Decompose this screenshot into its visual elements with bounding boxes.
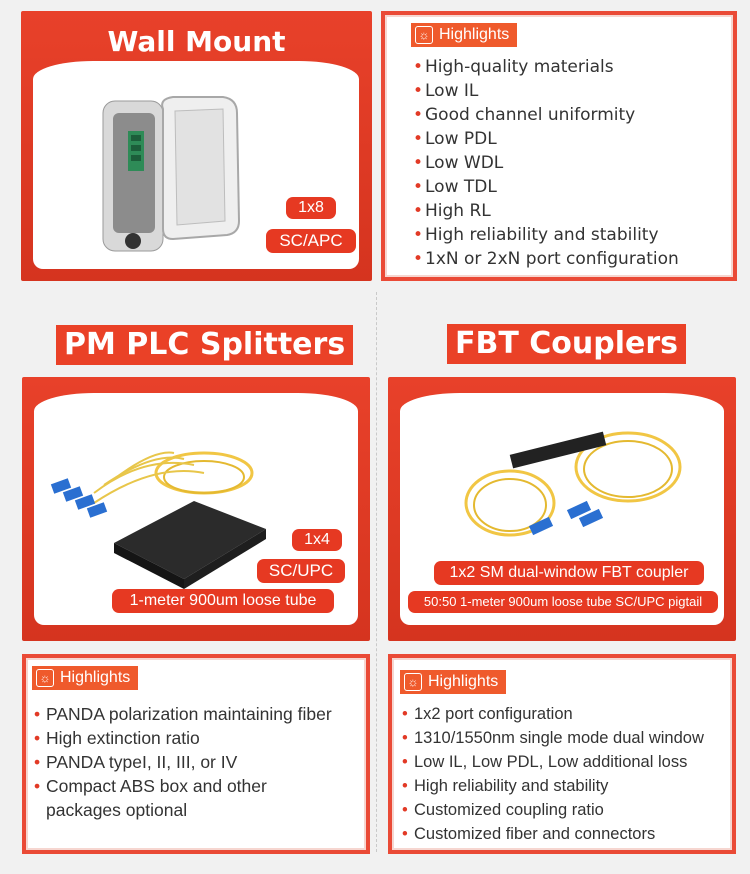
list-item: • High-quality materials (413, 55, 679, 79)
list-item: • 1xN or 2xN port configuration (413, 247, 679, 271)
fbt-highlights-card (388, 654, 736, 854)
list-item: • Low TDL (413, 175, 679, 199)
column-divider (376, 292, 377, 852)
list-item: • High RL (413, 199, 679, 223)
fbt-main-tag: 1x2 SM dual-window FBT coupler (434, 561, 704, 585)
list-item: • Low PDL (413, 127, 679, 151)
highlights-badge-label: Highlights (439, 26, 510, 43)
wall-mount-card (21, 11, 372, 281)
wall-mount-image-panel (33, 61, 359, 269)
fbt-card (388, 377, 736, 641)
wall-mount-port-tag: 1x8 (286, 197, 336, 219)
highlights-badge (400, 670, 506, 694)
list-item: • 1310/1550nm single mode dual window (402, 726, 704, 750)
wall-mount-connector-tag: SC/APC (266, 229, 356, 253)
list-item: • High reliability and stability (402, 774, 704, 798)
list-item: • Good channel uniformity (413, 103, 679, 127)
wall-mount-highlights-card (381, 11, 737, 281)
pm-plc-highlights-card (22, 654, 370, 854)
list-item: • High extinction ratio (34, 726, 368, 750)
pm-plc-image-panel (34, 393, 358, 625)
list-item: • High reliability and stability (413, 223, 679, 247)
pm-plc-section-title: PM PLC Splitters (56, 325, 353, 365)
fbt-sub-tag: 50:50 1-meter 900um loose tube SC/UPC pigtail (408, 591, 718, 613)
fbt-image-panel (400, 393, 724, 625)
fbt-section-title: FBT Couplers (447, 324, 686, 364)
lightbulb-icon: ☼ (404, 673, 422, 691)
highlights-badge-label: Highlights (60, 669, 131, 686)
wall-mount-title: Wall Mount (107, 25, 286, 58)
list-item: • Customized coupling ratio (402, 798, 704, 822)
lightbulb-icon: ☼ (415, 26, 433, 44)
lightbulb-icon: ☼ (36, 669, 54, 687)
list-item: • Low WDL (413, 151, 679, 175)
highlights-badge (32, 666, 138, 690)
list-item: • 1x2 port configuration (402, 702, 704, 726)
fbt-highlights-list (402, 702, 704, 846)
list-item: • PANDA typeI, II, III, or IV (34, 750, 368, 774)
list-item: • Low IL (413, 79, 679, 103)
pm-plc-highlights-list (34, 702, 368, 822)
pm-plc-port-tag: 1x4 (292, 529, 342, 551)
pm-plc-card (22, 377, 370, 641)
list-item: • Low IL, Low PDL, Low additional loss (402, 750, 704, 774)
highlights-badge-label: Highlights (428, 673, 499, 690)
pm-plc-connector-tag: SC/UPC (257, 559, 345, 583)
highlights-badge (411, 23, 517, 47)
list-item: • Compact ABS box and other packages optional (34, 774, 294, 822)
wall-mount-highlights-list (413, 55, 679, 271)
pm-plc-tube-tag: 1-meter 900um loose tube (112, 589, 334, 613)
list-item: • PANDA polarization maintaining fiber (34, 702, 368, 726)
list-item: • Customized fiber and connectors (402, 822, 704, 846)
